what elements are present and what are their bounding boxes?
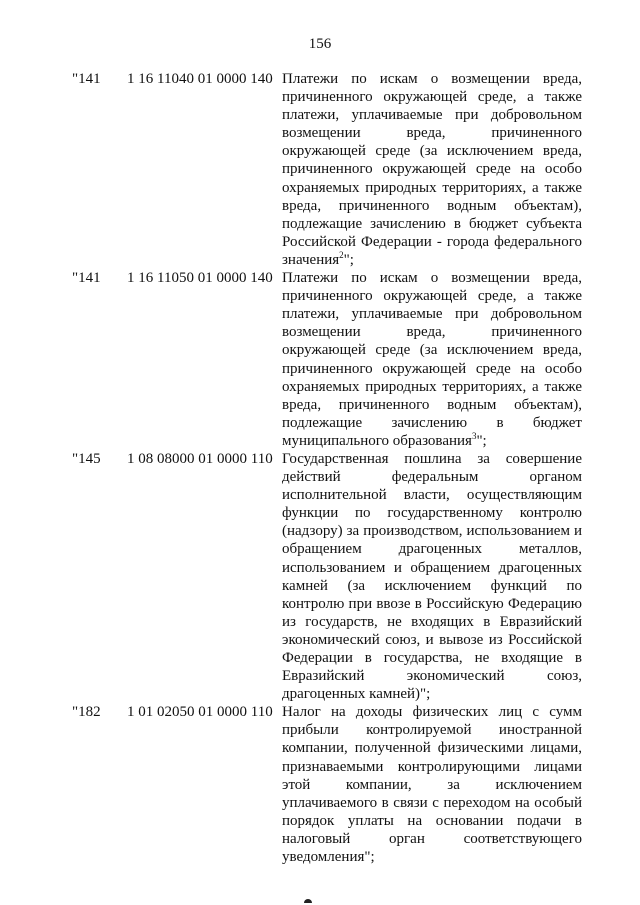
description-line: Федерации в государства, не входящие в [282,650,582,666]
description-line: причиненного окружающей среде, а также [282,89,582,106]
description-line: прибыли контролируемой иностранной [282,722,582,739]
admin-code: "141 [72,270,101,287]
description-line: контролю при ввозе в Российскую Федерацию [282,595,582,612]
description-line: обращением драгоценных металлов, [282,541,582,558]
description-last-line [282,251,582,269]
description-last-line [282,685,582,703]
description-line: окружающей среде (за исключением вреда, [282,342,582,359]
description-line: охраняемых природных территориях, а также [282,179,582,196]
page-number: 156 [308,36,332,52]
page-edge-mark [304,899,312,903]
description-line: налоговый орган соответствующего [282,830,582,847]
admin-code: "145 [72,450,101,467]
description-line: причиненного окружающей среде на особо [282,360,582,377]
description-line: использованием и обращением драгоценных [282,559,582,576]
description-line-text: значения [282,251,340,268]
table-row [0,269,640,450]
description-line: из государств, не входящих в Евразийский [282,613,582,630]
budget-classification-code: 1 16 11050 01 0000 140 [127,270,273,287]
description-line: возмещении вреда, причиненного [282,125,582,142]
description-last-line [282,848,582,866]
description-line: признаваемыми контролирующими лицами [282,758,582,775]
footnote-marker: 3 [471,430,477,441]
description-last-line [282,432,582,450]
description-line: исполнительной власти, осуществляющим [282,487,582,504]
table-row [0,450,640,703]
description-line-text: драгоценных камней)"; [282,686,431,703]
description-line: компании, полученной физическими лицами, [282,740,582,757]
description-line: Налог на доходы физических лиц с сумм [282,704,582,721]
revenue-description [282,70,582,269]
description-line: вреда, причиненного водным объектам), [282,396,582,413]
description-line: платежи, уплачиваемые при добровольном [282,306,582,323]
closing-quote: "; [476,432,487,449]
description-line: охраняемых природных территориях, а также [282,378,582,395]
table-row [0,70,640,269]
description-line: причиненного окружающей среде на особо [282,161,582,178]
description-line: этой компании, за исключением [282,776,582,793]
description-line: действий федеральным органом [282,469,582,486]
description-line: вреда, причиненного водным объектам), [282,197,582,214]
description-line-text: муниципального образования [282,432,472,449]
description-line: подлежащие зачислению в бюджет [282,414,582,431]
admin-code: "182 [72,704,101,721]
revenue-description [282,703,582,866]
description-line: подлежащие зачислению в бюджет субъекта [282,215,582,232]
table-row [0,703,640,866]
closing-quote: "; [343,251,354,268]
budget-classification-code: 1 08 08000 01 0000 110 [127,450,273,467]
description-line: Платежи по искам о возмещении вреда, [282,270,582,287]
admin-code: "141 [72,71,101,87]
revenue-description [282,450,582,703]
footnote-marker: 2 [339,249,344,260]
description-line: платежи, уплачиваемые при добровольном [282,107,582,124]
budget-classification-code: 1 01 02050 01 0000 110 [127,704,273,721]
description-line: Российской Федерации - города федерального [282,233,582,250]
description-line: причиненного окружающей среде, а также [282,288,582,305]
budget-code-table [0,70,640,866]
description-line: Платежи по искам о возмещении вреда, [282,71,582,87]
description-line: камней (за исключением функций по [282,577,582,594]
description-line: порядок уплаты на основании подачи в [282,812,582,829]
description-line: Евразийский экономический союз, [282,668,582,685]
revenue-description [282,269,582,450]
description-line: окружающей среде (за исключением вреда, [282,143,582,160]
description-line-text: уведомления"; [282,849,375,866]
description-line: экономический союз, и вывозе из Российской [282,631,582,648]
description-line: Государственная пошлина за совершение [282,450,582,467]
description-line: (надзору) за производством, использованием и [282,523,582,540]
description-line: уплачиваемого в связи с переходом на особый [282,794,582,811]
budget-classification-code: 1 16 11040 01 0000 140 [127,71,273,87]
description-line: возмещении вреда, причиненного [282,324,582,341]
description-line: функции по государственному контролю [282,505,582,522]
